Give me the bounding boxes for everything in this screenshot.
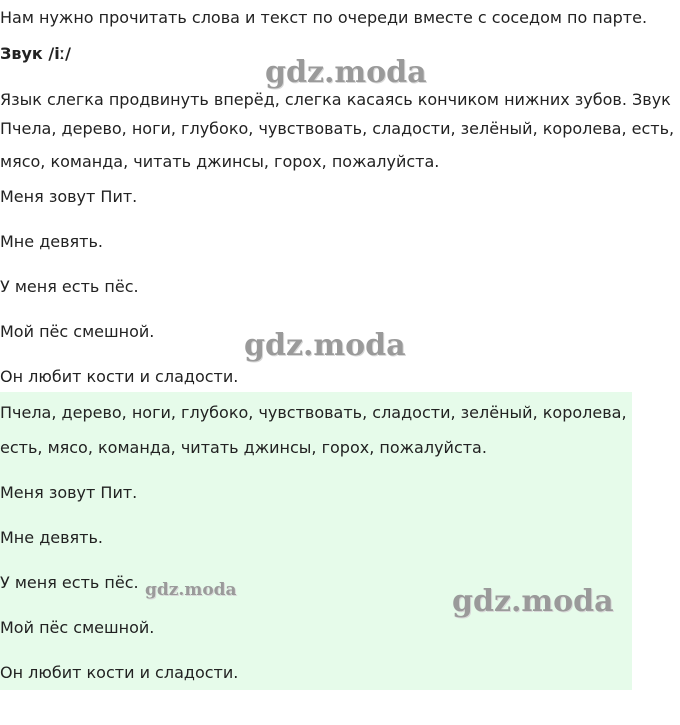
answer-sentence-1: Меня зовут Пит. [0,483,138,502]
answer-sentence-4: Мой пёс смешной. [0,618,155,637]
watermark-logo: gdz.moda [145,580,237,600]
sentence-1: Меня зовут Пит. [0,187,138,206]
answer-words-line-2: есть, мясо, команда, читать джинсы, горох, пожалуйста. [0,438,487,457]
intro-text: Нам нужно прочитать слова и текст по очереди вместе с соседом по парте. [0,8,648,27]
sentence-4: Мой пёс смешной. [0,322,155,341]
answer-sentence-3: У меня есть пёс. [0,573,139,592]
answer-words-line-1: Пчела, дерево, ноги, глубоко, чувствовать, сладости, зелёный, королева, [0,403,627,422]
answer-sentence-5: Он любит кости и сладости. [0,663,239,682]
answer-sentence-2: Мне девять. [0,528,103,547]
sentence-5: Он любит кости и сладости. [0,367,239,386]
sound-heading: Звук /iː/ [0,44,71,63]
articulation-text: Язык слегка продвинуть вперёд, слегка касаясь кончиком нижних зубов. Звук [0,90,671,109]
words-line-1: Пчела, дерево, ноги, глубоко, чувствовать, сладости, зелёный, королева, есть, [0,119,675,138]
sentence-3: У меня есть пёс. [0,277,139,296]
watermark-logo: gdz.moda [244,328,406,363]
watermark-logo: gdz.moda [265,55,427,90]
watermark-logo: gdz.moda [452,584,614,619]
sentence-2: Мне девять. [0,232,103,251]
words-line-2: мясо, команда, читать джинсы, горох, пожалуйста. [0,152,440,171]
